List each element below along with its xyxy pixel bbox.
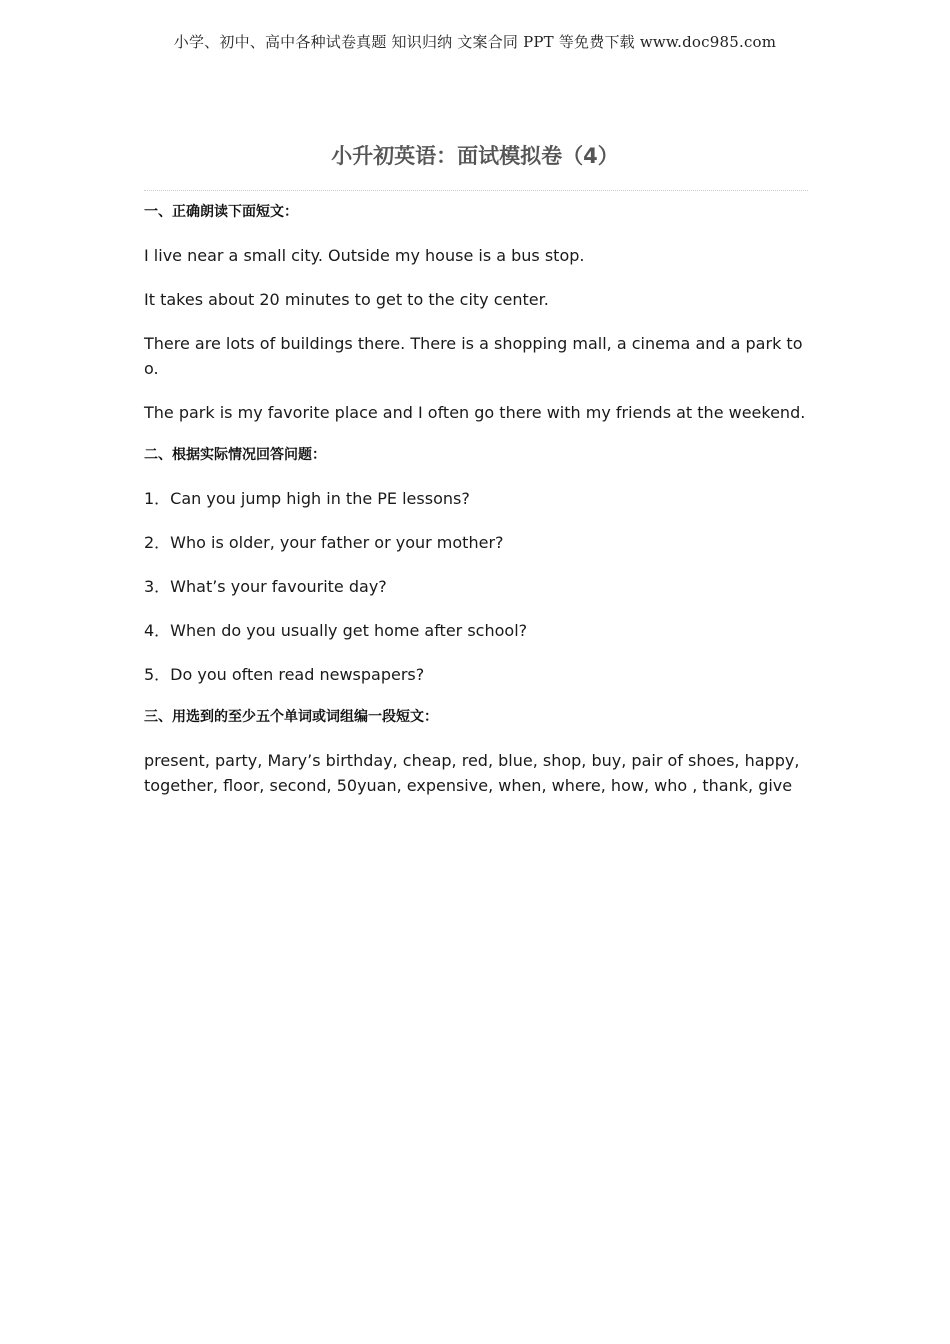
reading-paragraph: I live near a small city. Outside my house is a bus stop. xyxy=(144,246,585,265)
section-2-heading: 二、根据实际情况回答问题： xyxy=(144,447,326,463)
word-list: present, party, Mary’s birthday, cheap, red, blue, shop, buy, pair of shoes, happy, together, floor, second, 50yuan, expensive, when, where, how, who , thank, give xyxy=(144,751,800,795)
question-item: 5．Do you often read newspapers? xyxy=(144,665,425,684)
section-3-heading: 三、用选到的至少五个单词或词组编一段短文： xyxy=(144,709,438,725)
reading-paragraph: The park is my favorite place and I often go there with my friends at the weekend. xyxy=(144,403,806,422)
page-header: 小学、初中、高中各种试卷真题 知识归纳 文案合同 PPT 等免费下载 www.doc985.com xyxy=(173,33,777,51)
reading-paragraph: It takes about 20 minutes to get to the city center. xyxy=(144,290,549,309)
question-item: 3．What’s your favourite day? xyxy=(144,577,387,596)
reading-paragraph: There are lots of buildings there. There is a shopping mall, a cinema and a park too. xyxy=(144,334,803,378)
question-item: 1．Can you jump high in the PE lessons? xyxy=(144,489,470,508)
question-item: 4．When do you usually get home after school? xyxy=(144,621,528,640)
document-title: 小升初英语：面试模拟卷（4） xyxy=(331,144,619,168)
question-item: 2．Who is older, your father or your mother? xyxy=(144,533,504,552)
section-1-heading: 一、正确朗读下面短文： xyxy=(144,204,298,220)
title-divider xyxy=(144,190,808,191)
document-body xyxy=(144,201,806,798)
